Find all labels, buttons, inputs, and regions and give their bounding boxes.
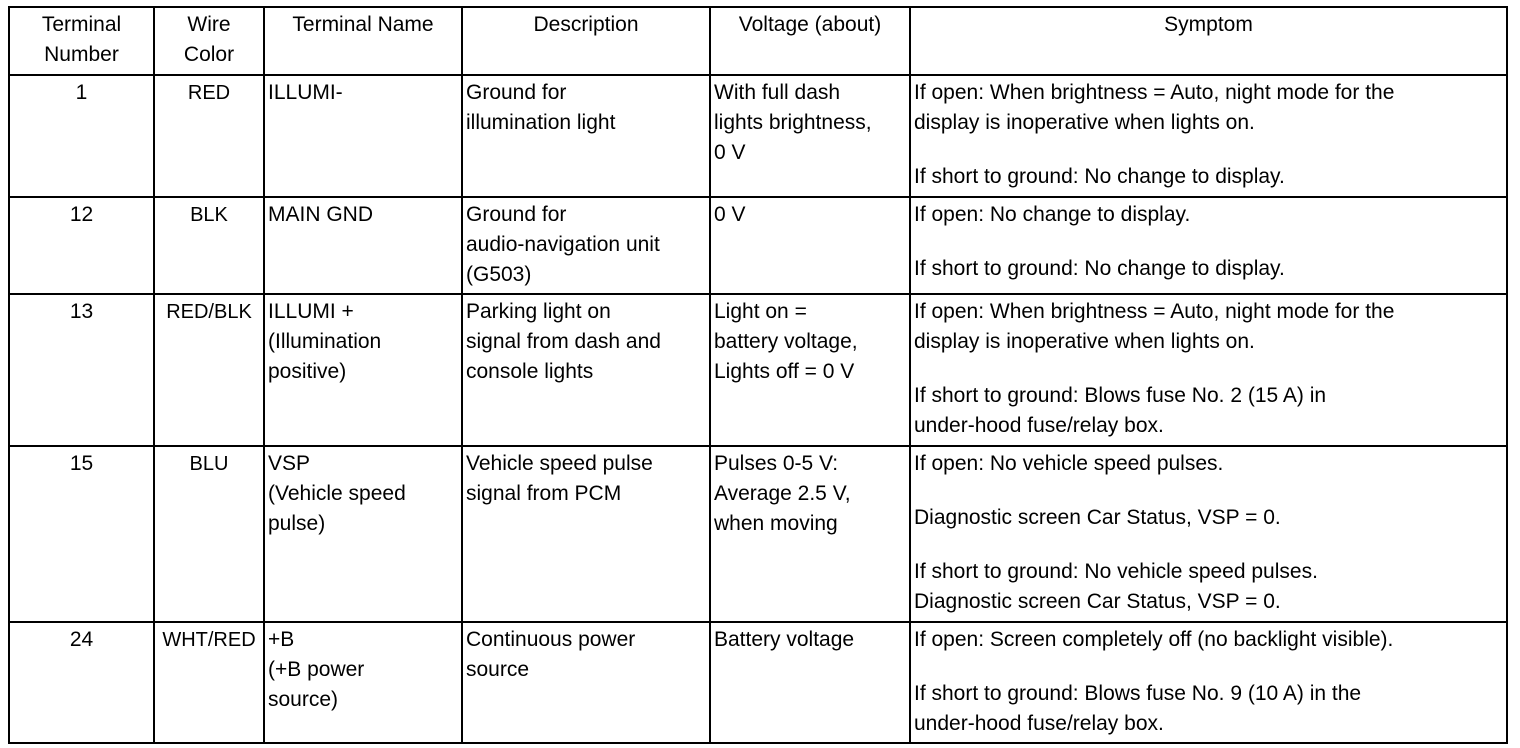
voltage-cell: Battery voltage (710, 622, 910, 743)
header-voltage: Voltage (about) (710, 7, 910, 75)
voltage-cell: Pulses 0-5 V: Average 2.5 V, when moving (710, 446, 910, 622)
symptom-text: If short to ground: Blows fuse No. 9 (10 A) in the under-hood fuse/relay box. (914, 682, 1362, 735)
terminal-name-cell: VSP (Vehicle speed pulse) (264, 446, 462, 622)
wire-color-cell: BLK (154, 197, 264, 294)
table-row (9, 75, 1507, 197)
terminal-number-cell: 13 (9, 294, 154, 446)
terminal-name-cell: MAIN GND (264, 197, 462, 294)
symptom-text: If open: Screen completely off (no backlight visible). (914, 628, 1394, 651)
terminal-name-cell: ILLUMI- (264, 75, 462, 197)
wire-color-cell: RED/BLK (154, 294, 264, 446)
description-cell: Ground for audio-navigation unit (G503) (462, 197, 710, 294)
symptom-text: If open: No vehicle speed pulses. (914, 452, 1224, 475)
terminal-number-cell: 1 (9, 75, 154, 197)
wire-color-cell: RED (154, 75, 264, 197)
description-cell: Parking light on signal from dash and console lights (462, 294, 710, 446)
header-wire-color: Wire Color (154, 7, 264, 75)
voltage-cell: Light on = battery voltage, Lights off = 0 V (710, 294, 910, 446)
symptom-text: If open: When brightness = Auto, night mode for the display is inoperative when lights on. (914, 300, 1395, 353)
terminal-name-cell: +B (+B power source) (264, 622, 462, 743)
description-cell: Continuous power source (462, 622, 710, 743)
header-terminal-name: Terminal Name (264, 7, 462, 75)
symptom-text: If short to ground: No vehicle speed pulses. Diagnostic screen Car Status, VSP = 0. (914, 560, 1318, 613)
symptom-text: If open: When brightness = Auto, night mode for the display is inoperative when lights on. (914, 81, 1395, 134)
description-cell: Ground for illumination light (462, 75, 710, 197)
symptom-text: If open: No change to display. (914, 203, 1191, 226)
symptom-text: If short to ground: No change to display. (914, 257, 1285, 280)
table-row (9, 294, 1507, 446)
terminal-name-cell: ILLUMI + (Illumination positive) (264, 294, 462, 446)
symptom-text: If short to ground: No change to display. (914, 165, 1285, 188)
symptom-cell (910, 197, 1507, 294)
voltage-cell: 0 V (710, 197, 910, 294)
wire-color-cell: WHT/RED (154, 622, 264, 743)
description-cell: Vehicle speed pulse signal from PCM (462, 446, 710, 622)
terminal-table (8, 6, 1508, 744)
header-row (9, 7, 1507, 75)
terminal-number-cell: 15 (9, 446, 154, 622)
header-description: Description (462, 7, 710, 75)
table-row (9, 197, 1507, 294)
symptom-cell (910, 294, 1507, 446)
header-symptom: Symptom (910, 7, 1507, 75)
symptom-text: Diagnostic screen Car Status, VSP = 0. (914, 506, 1281, 529)
header-terminal-number: Terminal Number (9, 7, 154, 75)
terminal-number-cell: 24 (9, 622, 154, 743)
wire-color-cell: BLU (154, 446, 264, 622)
table-row (9, 446, 1507, 622)
symptom-text: If short to ground: Blows fuse No. 2 (15 A) in under-hood fuse/relay box. (914, 384, 1327, 437)
symptom-cell (910, 75, 1507, 197)
terminal-number-cell: 12 (9, 197, 154, 294)
table-row (9, 622, 1507, 743)
symptom-cell (910, 446, 1507, 622)
voltage-cell: With full dash lights brightness, 0 V (710, 75, 910, 197)
symptom-cell (910, 622, 1507, 743)
